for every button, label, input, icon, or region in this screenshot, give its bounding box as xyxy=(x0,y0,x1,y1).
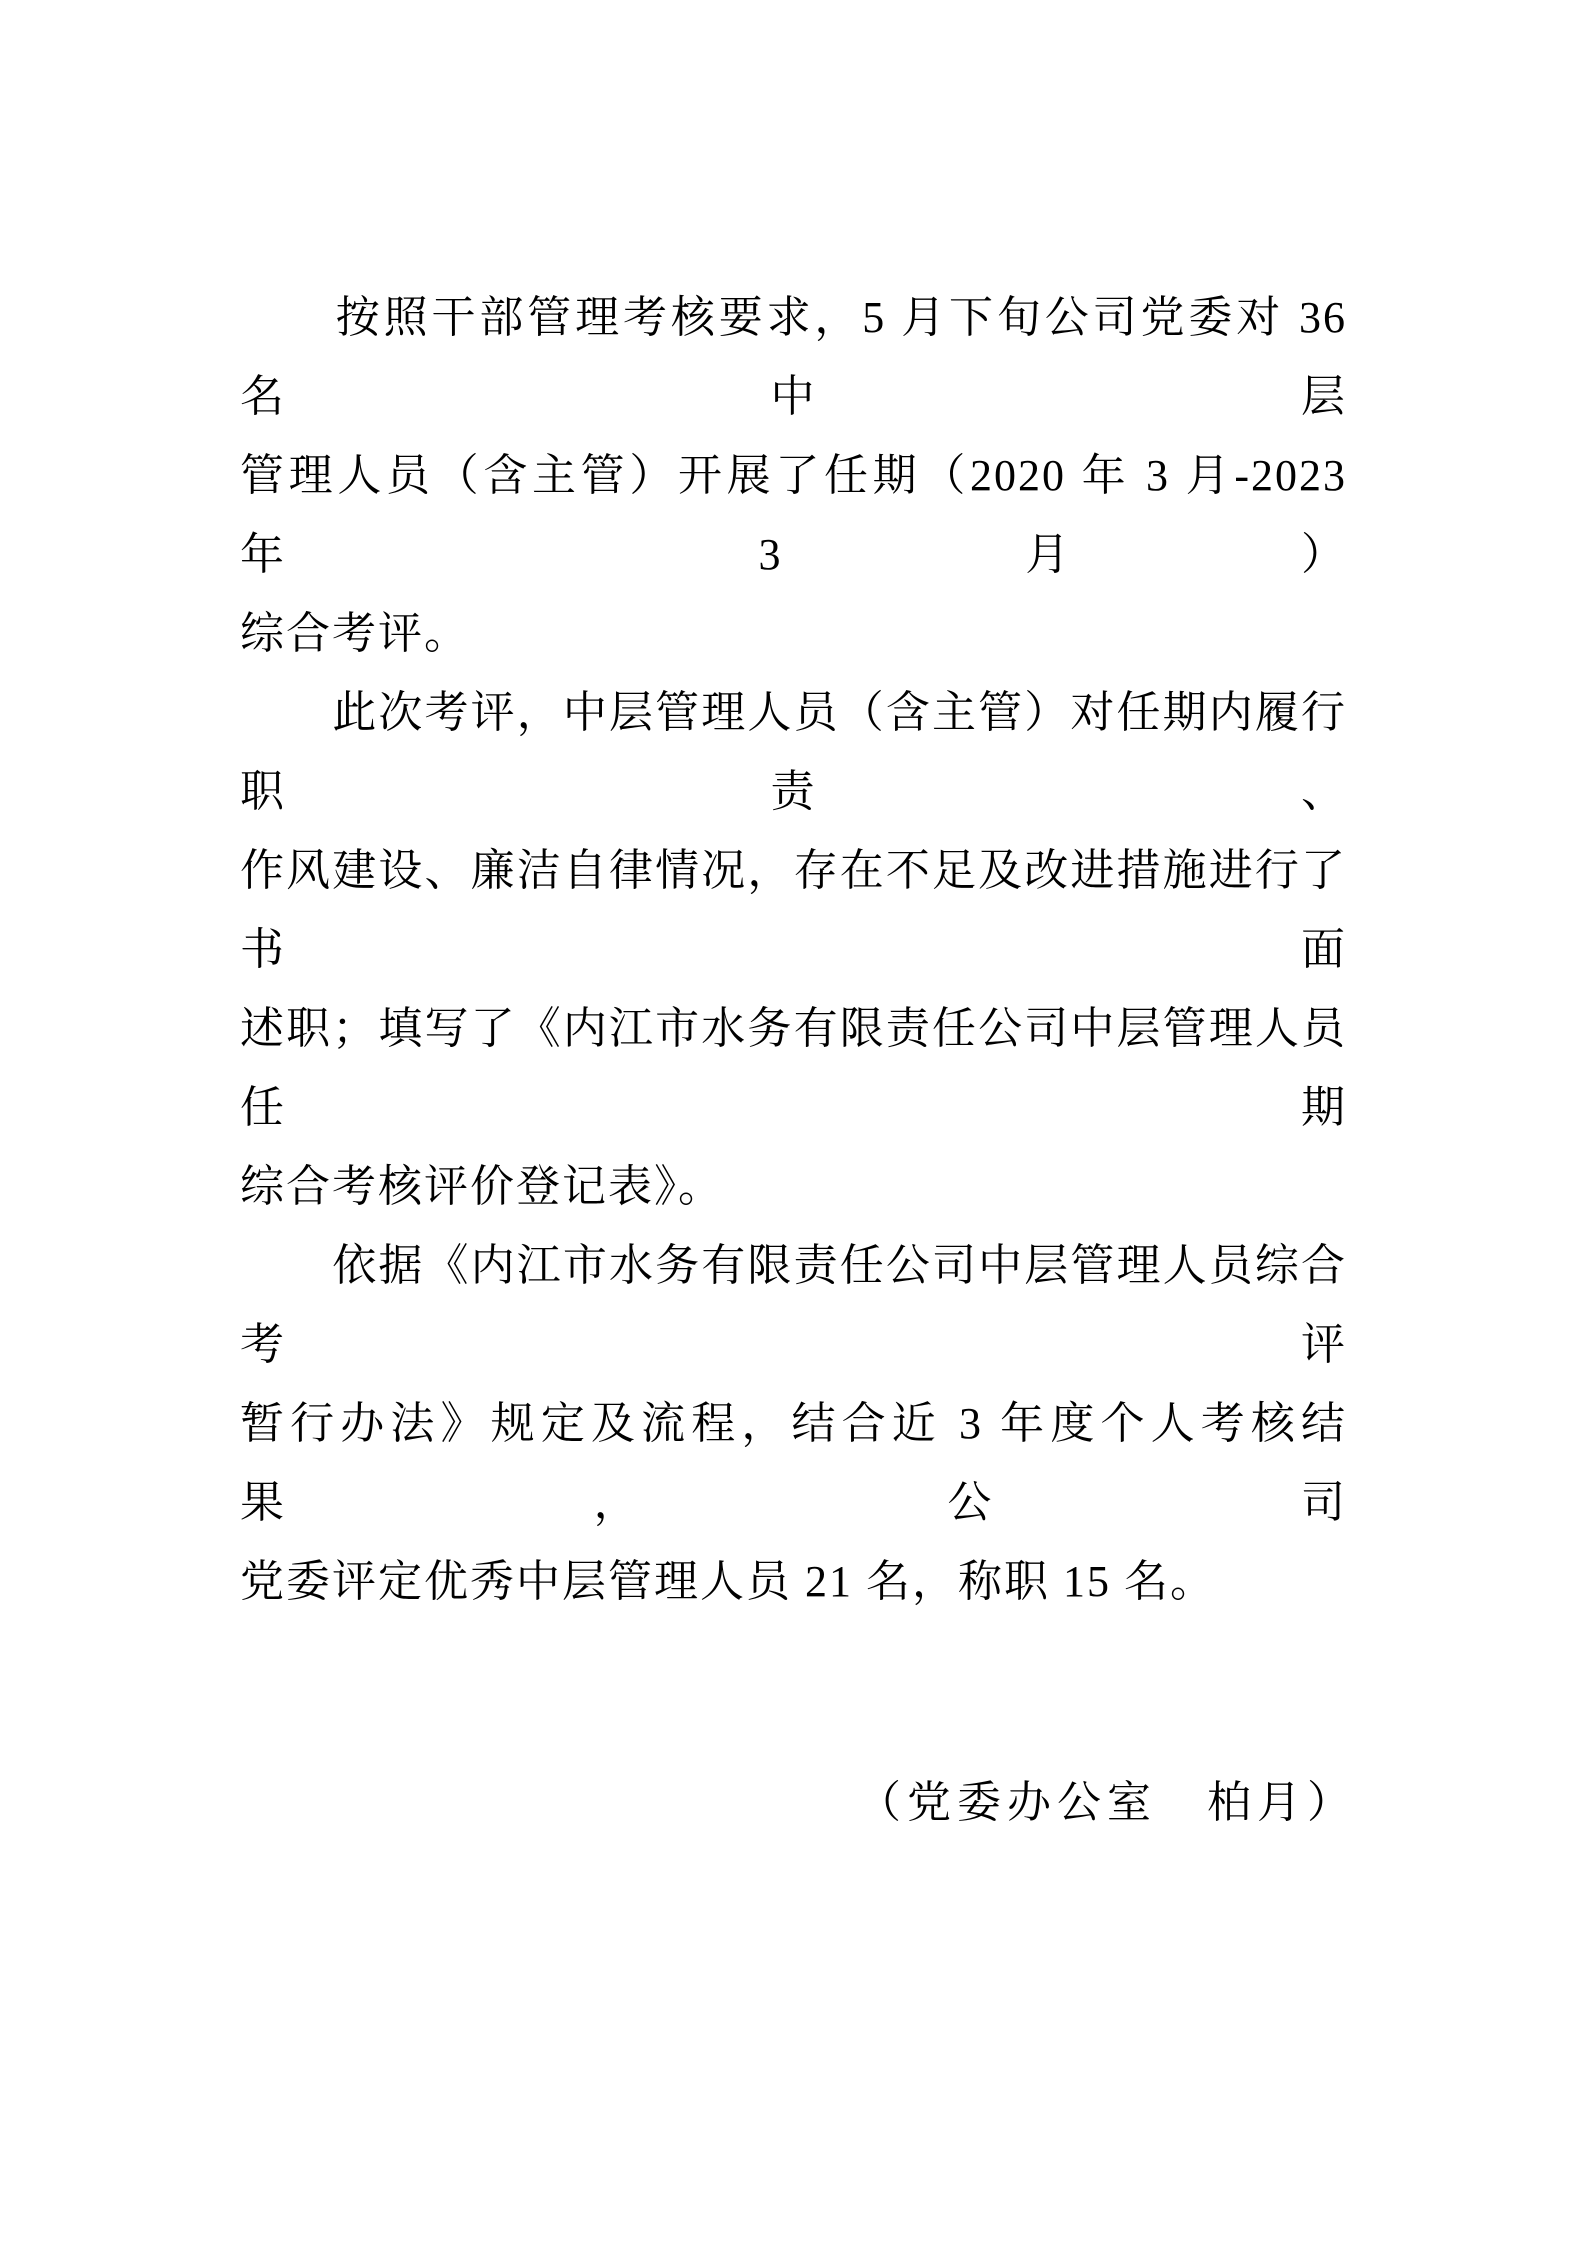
text-line: 作风建设、廉洁自律情况，存在不足及改进措施进行了书面 xyxy=(240,846,1347,974)
text-line: 综合考评。 xyxy=(240,609,470,658)
text-line: 管理人员（含主管）开展了任期（2020 年 3 月-2023 年 3 月） xyxy=(240,451,1360,579)
text-line: 党委评定优秀中层管理人员 21 名，称职 15 名。 xyxy=(240,1557,1216,1606)
text-line: 按照干部管理考核要求，5 月下旬公司党委对 36 名中层 xyxy=(240,293,1360,421)
text-line: 暂行办法》规定及流程，结合近 3 年度个人考核结果，公司 xyxy=(240,1399,1347,1527)
paragraph xyxy=(240,1226,1347,1621)
document-paragraphs xyxy=(240,278,1360,1621)
document-body xyxy=(240,278,1360,1842)
text-line: 此次考评，中层管理人员（含主管）对任期内履行职责、 xyxy=(240,688,1347,816)
paragraph xyxy=(240,673,1347,1226)
text-line: 依据《内江市水务有限责任公司中层管理人员综合考评 xyxy=(240,1241,1347,1369)
signature-line: （党委办公室 柏月） xyxy=(857,1778,1357,1827)
text-line: 综合考核评价登记表》。 xyxy=(240,1162,724,1211)
text-line: 述职；填写了《内江市水务有限责任公司中层管理人员任期 xyxy=(240,1004,1347,1132)
paragraph xyxy=(240,278,1360,673)
